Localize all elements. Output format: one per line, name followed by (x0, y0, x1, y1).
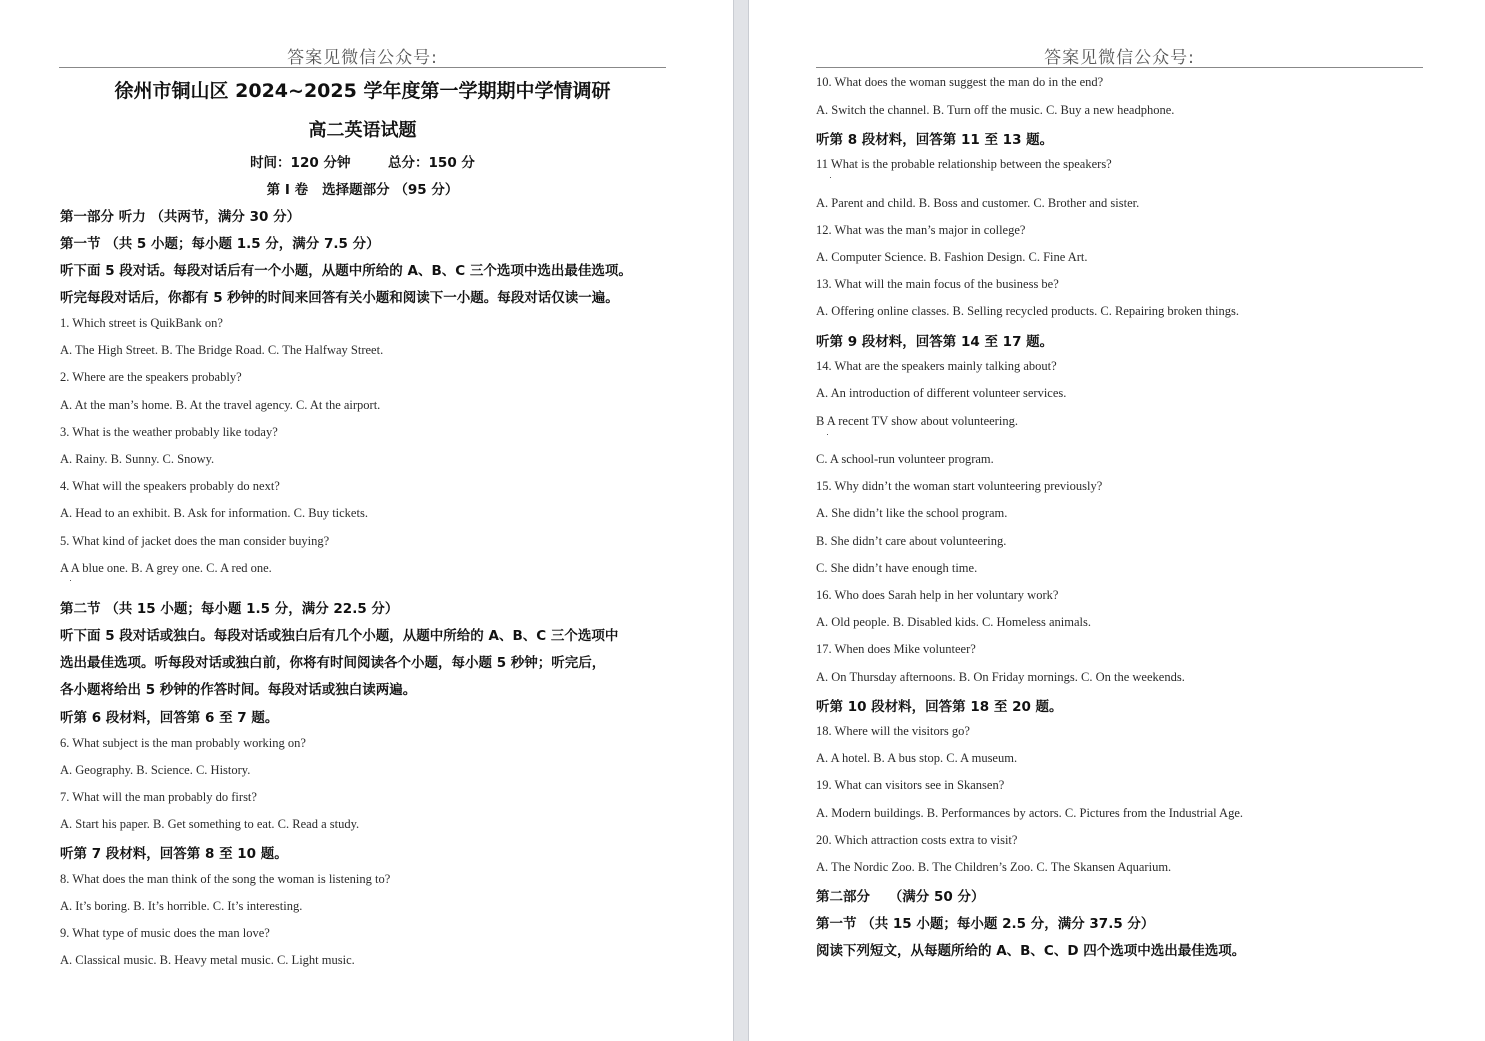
question-7-options: A. Start his paper. B. Get something to eat. C. Read a study. (60, 817, 360, 831)
question-18: 18. Where will the visitors go? (816, 724, 970, 738)
section2-instructions-line2: 选出最佳选项。听每段对话或独白前，你将有时间阅读各个小题，每小题 5 秒钟；听完后， (60, 655, 606, 671)
material-8-heading: 听第 8 段材料，回答第 11 至 13 题。 (816, 132, 1054, 148)
part2-heading: 第二部分 （满分 50 分） (816, 889, 985, 905)
question-13-options: A. Offering online classes. B. Selling recycled products. C. Repairing broken things. (816, 304, 1239, 318)
question-5: 5. What kind of jacket does the man consider buying? (60, 534, 330, 548)
stray-dot (830, 177, 831, 178)
page-header-watermark: 答案见微信公众号: (287, 48, 438, 68)
question-16-options: A. Old people. B. Disabled kids. C. Homeless animals. (816, 615, 1091, 629)
page-gutter (733, 0, 749, 1041)
header-divider (59, 67, 666, 68)
section1-heading: 第一节 （共 5 小题；每小题 1.5 分，满分 7.5 分） (60, 236, 380, 252)
stray-dot (70, 580, 71, 581)
question-1: 1. Which street is QuikBank on? (60, 316, 223, 330)
question-12: 12. What was the man’s major in college? (816, 223, 1026, 237)
question-4-options: A. Head to an exhibit. B. Ask for information. C. Buy tickets. (60, 506, 368, 520)
question-13: 13. What will the main focus of the business be? (816, 277, 1059, 291)
section1-instructions-line1: 听下面 5 段对话。每段对话后有一个小题，从题中所给的 A、B、C 三个选项中选出最佳选项。 (60, 263, 632, 279)
question-2-options: A. At the man’s home. B. At the travel agency. C. At the airport. (60, 398, 381, 412)
question-9: 9. What type of music does the man love? (60, 926, 270, 940)
question-14-option-a: A. An introduction of different volunteer services. (816, 386, 1067, 400)
question-14-option-c: C. A school-run volunteer program. (816, 452, 994, 466)
question-6: 6. What subject is the man probably working on? (60, 736, 306, 750)
question-17-options: A. On Thursday afternoons. B. On Friday mornings. C. On the weekends. (816, 670, 1185, 684)
exam-subtitle: 高二英语试题 (308, 120, 417, 141)
question-9-options: A. Classical music. B. Heavy metal music. C. Light music. (60, 953, 355, 967)
time-and-score: 时间：120 分钟 总分：150 分 (250, 155, 475, 171)
question-4: 4. What will the speakers probably do next? (60, 479, 280, 493)
question-15-option-a: A. She didn’t like the school program. (816, 506, 1008, 520)
question-8-options: A. It’s boring. B. It’s horrible. C. It’s interesting. (60, 899, 303, 913)
section1-instructions-line2: 听完每段对话后，你都有 5 秒钟的时间来回答有关小题和阅读下一小题。每段对话仅读一遍。 (60, 290, 619, 306)
part2-section1-heading: 第一节 （共 15 小题；每小题 2.5 分，满分 37.5 分） (816, 916, 1155, 932)
volume-heading: 第 I 卷 选择题部分 （95 分） (266, 182, 459, 198)
page-header-watermark: 答案见微信公众号: (1044, 48, 1195, 68)
section2-heading: 第二节 （共 15 小题；每小题 1.5 分，满分 22.5 分） (60, 601, 399, 617)
section2-instructions-line3: 各小题将给出 5 秒钟的作答时间。每段对话或独白读两遍。 (60, 682, 417, 698)
part2-instructions: 阅读下列短文，从每题所给的 A、B、C、D 四个选项中选出最佳选项。 (816, 943, 1246, 959)
question-14: 14. What are the speakers mainly talking about? (816, 359, 1057, 373)
material-6-heading: 听第 6 段材料，回答第 6 至 7 题。 (60, 710, 279, 726)
exam-title: 徐州市铜山区 2024~2025 学年度第一学期期中学情调研 (114, 80, 611, 102)
question-18-options: A. A hotel. B. A bus stop. C. A museum. (816, 751, 1018, 765)
question-3: 3. What is the weather probably like today? (60, 425, 278, 439)
stray-dot (827, 434, 828, 435)
material-10-heading: 听第 10 段材料，回答第 18 至 20 题。 (816, 699, 1063, 715)
question-15-option-c: C. She didn’t have enough time. (816, 561, 978, 575)
header-divider (816, 67, 1423, 68)
question-6-options: A. Geography. B. Science. C. History. (60, 763, 251, 777)
question-14-option-b: B A recent TV show about volunteering. (816, 414, 1018, 428)
question-20-options: A. The Nordic Zoo. B. The Children’s Zoo. C. The Skansen Aquarium. (816, 860, 1172, 874)
question-3-options: A. Rainy. B. Sunny. C. Snowy. (60, 452, 215, 466)
question-5-options: A A blue one. B. A grey one. C. A red one. (60, 561, 272, 575)
question-2: 2. Where are the speakers probably? (60, 370, 242, 384)
material-9-heading: 听第 9 段材料，回答第 14 至 17 题。 (816, 334, 1054, 350)
question-12-options: A. Computer Science. B. Fashion Design. C. Fine Art. (816, 250, 1088, 264)
question-15: 15. Why didn’t the woman start volunteering previously? (816, 479, 1103, 493)
question-1-options: A. The High Street. B. The Bridge Road. C. The Halfway Street. (60, 343, 384, 357)
material-7-heading: 听第 7 段材料，回答第 8 至 10 题。 (60, 846, 288, 862)
document-page-2 (750, 0, 1485, 1041)
question-20: 20. Which attraction costs extra to visit? (816, 833, 1018, 847)
question-11-options: A. Parent and child. B. Boss and customer. C. Brother and sister. (816, 196, 1140, 210)
question-11: 11 What is the probable relationship between the speakers? (816, 157, 1112, 171)
question-17: 17. When does Mike volunteer? (816, 642, 976, 656)
question-19: 19. What can visitors see in Skansen? (816, 778, 1005, 792)
question-7: 7. What will the man probably do first? (60, 790, 257, 804)
question-10: 10. What does the woman suggest the man do in the end? (816, 75, 1104, 89)
question-15-option-b: B. She didn’t care about volunteering. (816, 534, 1007, 548)
question-8: 8. What does the man think of the song the woman is listening to? (60, 872, 391, 886)
question-16: 16. Who does Sarah help in her voluntary work? (816, 588, 1059, 602)
section2-instructions-line1: 听下面 5 段对话或独白。每段对话或独白后有几个小题，从题中所给的 A、B、C 三个选项中 (60, 628, 619, 644)
question-19-options: A. Modern buildings. B. Performances by actors. C. Pictures from the Industrial Age. (816, 806, 1244, 820)
question-10-options: A. Switch the channel. B. Turn off the music. C. Buy a new headphone. (816, 103, 1175, 117)
document-page-1 (0, 0, 733, 1041)
part1-heading: 第一部分 听力 （共两节，满分 30 分） (60, 209, 301, 225)
